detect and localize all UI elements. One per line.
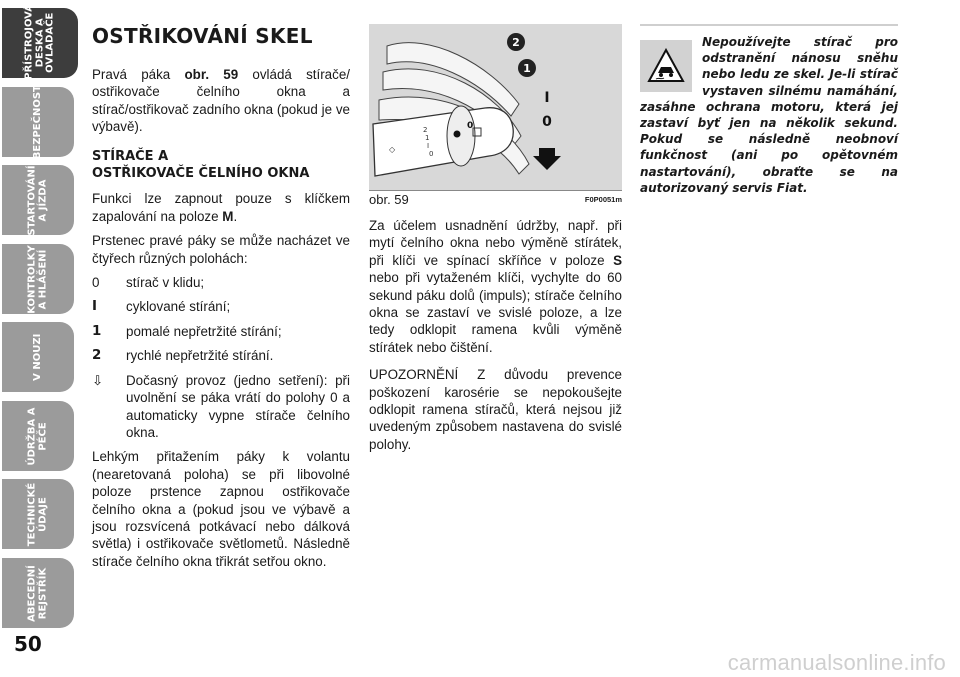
tab-label <box>28 164 49 236</box>
position-text: Dočasný provoz (jedno setření): při uvolnění se páka vrátí do polohy 0 a automaticky vypne stírače čelního okna. <box>126 372 350 440</box>
tab-pristrojova-deska[interactable] <box>2 4 78 80</box>
paragraph: Prstenec pravé páky se může nacházet ve čtyřech různých polohách: <box>92 233 350 266</box>
list-item <box>92 372 350 442</box>
figure-illustration <box>369 24 622 190</box>
divider <box>640 24 898 26</box>
tab-label-line: OVLADAČE <box>44 12 56 74</box>
tab-udrzba[interactable] <box>2 401 74 471</box>
text-run: ovládá stírače/ ostřikovače čelního okna a stírač/ostřikovač zadního okna (pokud je ve výbavě). <box>92 67 350 135</box>
position-key: I <box>92 299 97 315</box>
paragraph: Lehkým přitažením páky k volantu (nearetovaná poloha) se při libovolné poloze prstence zapnou ostřikovače čelního okna a (pokud jsou ve výbavě a jsou rozsvícená potkávací nebo dálková světla) i ostřikovače světlometů. Následně stírače čelního okna třikrát setřou okno. <box>92 449 350 569</box>
column-secondary-text <box>369 217 622 463</box>
car-slip-warning-icon <box>640 40 692 92</box>
column-main-text <box>92 24 350 577</box>
badge-2: 2 <box>512 36 520 49</box>
wiper-stalk-illustration <box>369 24 622 190</box>
tab-label-line: BEZPEČNOST <box>31 84 43 159</box>
figure-code: F0P0051m <box>584 195 622 204</box>
warning-box <box>640 34 898 196</box>
tab-label <box>33 321 44 393</box>
mark-0: 0 <box>542 114 552 130</box>
position-text: cyklované stírání; <box>126 299 231 315</box>
list-item <box>92 347 350 364</box>
key-position: S <box>613 252 622 268</box>
chapter-sidebar <box>0 0 80 677</box>
tab-label-line: TECHNICKÉ <box>26 482 38 546</box>
page-title: OSTŘIKOVÁNÍ SKEL <box>92 24 313 48</box>
tab-label-line: REJSTŘÍK <box>37 567 48 619</box>
svg-text:◇: ◇ <box>389 145 396 154</box>
text-run: Za účelem usnadnění údržby, např. při mytí čelního okna nebo výměně stírátek, při klíči ve spínací skříňce v poloze <box>369 218 622 268</box>
tab-label-line: V NOUZI <box>31 333 43 381</box>
arrow-down-icon <box>533 148 561 170</box>
paragraph <box>369 217 622 356</box>
tab-label <box>28 557 49 629</box>
tab-label-line: STARTOVÁNÍ <box>26 164 38 236</box>
svg-text:I: I <box>427 142 430 150</box>
key-position: M <box>222 208 234 224</box>
tab-label <box>33 85 44 159</box>
tab-label-line: ÚDRŽBA A <box>26 407 38 465</box>
watermark: carmanualsonline.info <box>727 650 946 675</box>
position-key: 0 <box>92 275 100 291</box>
text-run: Funkci lze zapnout pouze s klíčkem zapalování na poloze <box>92 191 350 224</box>
heading-line: OSTŘIKOVAČE ČELNÍHO OKNA <box>92 166 310 182</box>
tab-label-line: KONTROLKY <box>26 244 38 314</box>
figure-59 <box>369 24 622 207</box>
svg-text:2: 2 <box>423 126 428 134</box>
list-item <box>92 323 350 340</box>
position-text: rychlé nepřetržité stírání. <box>126 348 274 364</box>
tab-label-line: DESKA A <box>33 18 45 68</box>
tab-label-line: A JÍZDA <box>37 179 48 221</box>
text-run: . <box>233 208 238 224</box>
warning-text: Nepoužívejte stírač pro odstranění nánosu sněhu nebo ledu ze skel. Je-li stírač vystaven silnému namáhání, zasáhne ochrana motoru, která jej zastaví byť jen na několik sekund. Pokud se následně neobnoví funkčnost (ani po opětovném nastartování), obraťte se na autorizovaný servis Fiat. <box>640 35 898 195</box>
mark-I: I <box>544 90 550 106</box>
position-list <box>92 274 350 441</box>
tab-label <box>24 6 56 80</box>
tab-label-line: PÉČE <box>37 421 48 451</box>
text-run: nebo při vytaženém klíči, vychylte do 60 sekund páku dolů (impuls); stírače čelního okna se zastaví ve svislé poloze, a lze tedy odklopit ramena kvůli výměně stírátek nebo čištění. <box>369 270 622 355</box>
figure-reference: obr. 59 <box>184 67 239 82</box>
position-text: pomalé nepřetržité stírání; <box>126 323 282 339</box>
figure-caption <box>369 190 622 206</box>
tab-label-line: ÚDAJE <box>37 496 48 532</box>
badge-1: 1 <box>523 62 531 75</box>
list-item <box>92 298 350 315</box>
page-number: 50 <box>14 632 42 656</box>
tab-abecedni-rejstrik[interactable] <box>2 558 74 628</box>
tab-label <box>28 400 49 472</box>
warning-paragraph: UPOZORNĚNÍ Z důvodu prevence poškození karosérie se nepokoušejte odklopit ramena stíračů, která nejsou již uvedeným způsobem nastavena do svislé polohy. <box>369 367 622 452</box>
svg-text:0: 0 <box>429 150 434 158</box>
list-item <box>92 274 350 291</box>
arrow-down-icon: ⇩ <box>92 372 104 388</box>
tab-bezpecnost[interactable] <box>2 84 74 159</box>
tab-label-line: PŘÍSTROJOVÁ <box>23 4 35 80</box>
tab-label <box>28 243 49 315</box>
position-text: stírač v klidu; <box>126 275 205 291</box>
tab-kontrolky[interactable] <box>2 244 74 314</box>
heading-line: STÍRAČE A <box>92 148 169 164</box>
text-run: Pravá páka <box>92 67 185 82</box>
tab-startovani[interactable] <box>2 165 74 235</box>
section-heading <box>92 148 350 183</box>
tab-technicke-udaje[interactable] <box>2 479 74 549</box>
ring-mark-0: 0 <box>467 121 474 131</box>
tab-label-line: A HLÁŠENÍ <box>37 249 48 309</box>
position-key: 2 <box>92 348 102 364</box>
intro-paragraph <box>92 66 350 136</box>
tab-label-line: ABECEDNÍ <box>26 564 38 622</box>
tab-label <box>28 478 49 550</box>
svg-text:1: 1 <box>425 134 430 142</box>
caption-label: obr. 59 <box>369 192 409 207</box>
tab-v-nouzi[interactable] <box>2 322 74 392</box>
paragraph <box>92 190 350 225</box>
position-key: 1 <box>92 323 102 339</box>
